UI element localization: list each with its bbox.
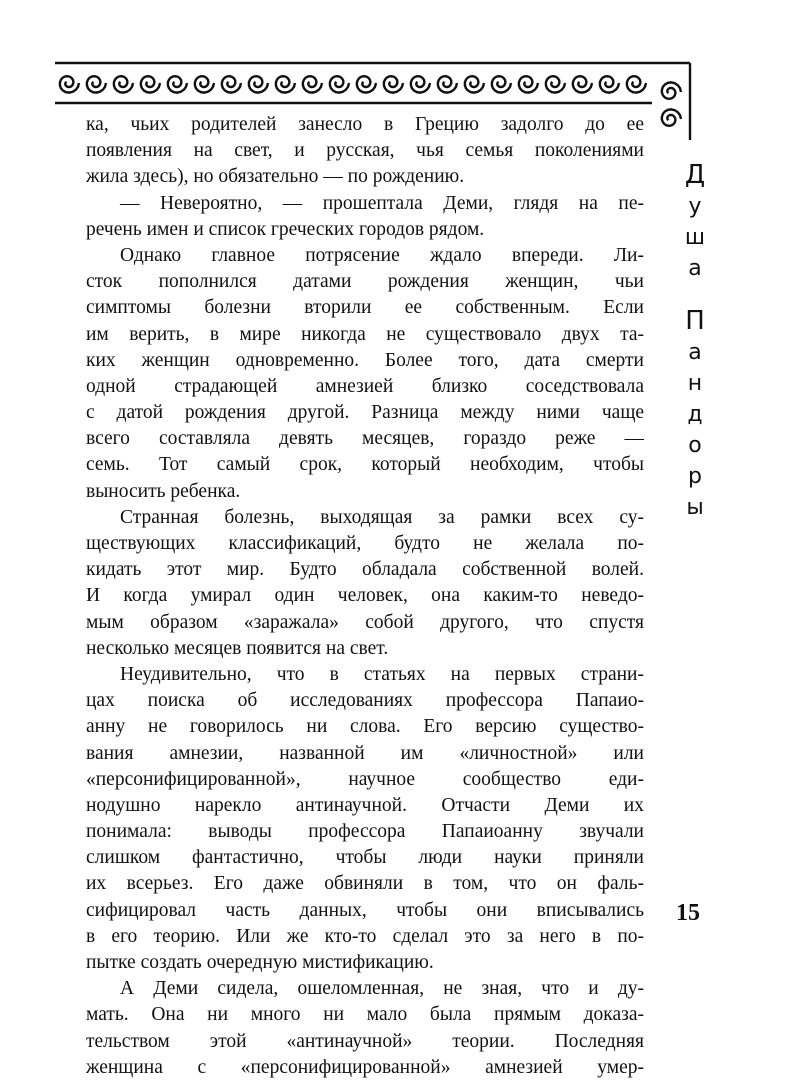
text-line: сифицировал часть данных, чтобы они вписывались [86,899,644,921]
spiral-ornament [627,76,646,92]
text-line: тельством этой «антинаучной» теории. Последняя [86,1030,644,1052]
text-line: ких женщин одновременно. Более того, дата смерти [86,349,644,371]
spiral-ornament [546,76,565,92]
spiral-ornament [411,76,430,92]
text-line: «персонифицированной», научное сообщество еди- [86,768,644,790]
spiral-ornament [662,82,681,98]
spiral-ornament [141,76,160,92]
text-line: Однако главное потрясение ждало впереди. Ли- [120,244,644,266]
spiral-ornament [276,76,295,92]
running-head-letter: ш [684,225,706,250]
running-head-letter: д [687,402,703,427]
spiral-ornament [60,76,79,92]
text-line: выносить ребенка. [86,480,241,502]
spiral-ornament [662,109,681,125]
running-head-letter: н [687,371,703,396]
text-line: нодушно нарекло антинаучной. Отчасти Деми их [86,794,644,816]
body-text [86,112,644,1081]
spiral-ornament [114,76,133,92]
running-head-letter: ы [686,495,704,520]
running-head-letter: о [688,433,702,458]
running-head [675,160,715,523]
spiral-ornament [249,76,268,92]
text-line: И когда умирал один человек, она каким-то неведо- [86,585,644,607]
spiral-ornament [330,76,349,92]
text-line: вания амнезии, названной им «личностной» или [86,742,644,764]
text-line: речень имен и список греческих городов рядом. [86,218,485,240]
text-line: ка, чьих родителей занесло в Грецию задолго до ее [86,114,644,135]
spiral-ornament [303,76,322,92]
spiral-ornament [168,76,187,92]
spiral-ornament [195,76,214,92]
text-line: А Деми сидела, ошеломленная, не зная, что и ду- [120,978,644,1000]
spiral-ornament [465,76,484,92]
spiral-ornament [87,76,106,92]
text-line: семь. Тот самый срок, который необходим, чтобы [86,454,644,476]
text-line: Странная болезнь, выходящая за рамки всех су- [120,506,644,528]
running-head-letter: Д [684,160,706,190]
spiral-ornament [438,76,457,92]
text-line: несколько месяцев появится на свет. [86,637,389,659]
text-line: цах поиска об исследованиях профессора Папаио- [86,690,644,712]
spiral-ornament [384,76,403,92]
running-head-letter: у [688,194,702,219]
text-line: сток пополнился датами рождения женщин, чьи [86,271,644,293]
running-head-letter [675,284,715,306]
text-line: жила здесь), но обязательно — по рождению. [86,166,465,188]
text-line: с датой рождения другой. Разница между ними чаще [86,402,644,424]
spiral-ornament [519,76,538,92]
text-line: в его теорию. Или же кто-то сделал это за него в по- [86,925,644,947]
text-line: кидать этот мир. Будто обладала собственной волей. [86,559,644,581]
text-line: всего составляла девять месяцев, гораздо реже — [86,428,644,450]
running-head-letter: а [688,340,702,365]
running-head-letter: р [688,464,702,489]
spiral-ornament [600,76,619,92]
text-line: появления на свет, и русская, чья семья поколениями [86,140,644,162]
text-line: анну не говорилось ни слова. Его версию существо- [86,716,644,738]
spiral-ornament [357,76,376,92]
text-line: симптомы болезни вторили ее собственным. Если [86,297,644,319]
text-line: — Невероятно, — прошептала Деми, глядя на пе- [120,192,644,214]
spiral-ornament [492,76,511,92]
text-line: их всерьез. Его даже обвиняли в том, что он фаль- [86,873,644,895]
text-line: слишком фантастично, чтобы люди науки приняли [86,847,644,869]
text-line: ществующих классификаций, будто не желала по- [86,533,644,554]
text-line: Неудивительно, что в статьях на первых страни- [120,663,644,685]
text-line: одной страдающей амнезией близко соседствовала [86,375,644,397]
running-head-letter: П [685,306,705,336]
running-head-letter: а [688,256,702,281]
spiral-ornament [573,76,592,92]
text-line: мать. Она ни много ни мало была прямым доказа- [86,1004,644,1026]
text-line: понимала: выводы профессора Папаиоанну звучали [86,821,644,843]
text-line: женщина с «персонифицированной» амнезией умер- [86,1056,644,1078]
text-line: мым образом «заражала» собой другого, что спустя [86,611,644,633]
spiral-ornament [222,76,241,92]
text-line: им верить, в мире никогда не существовало двух та- [86,323,644,345]
text-line: пытке создать очередную мистификацию. [86,952,434,973]
page-number: 15 [676,900,700,926]
